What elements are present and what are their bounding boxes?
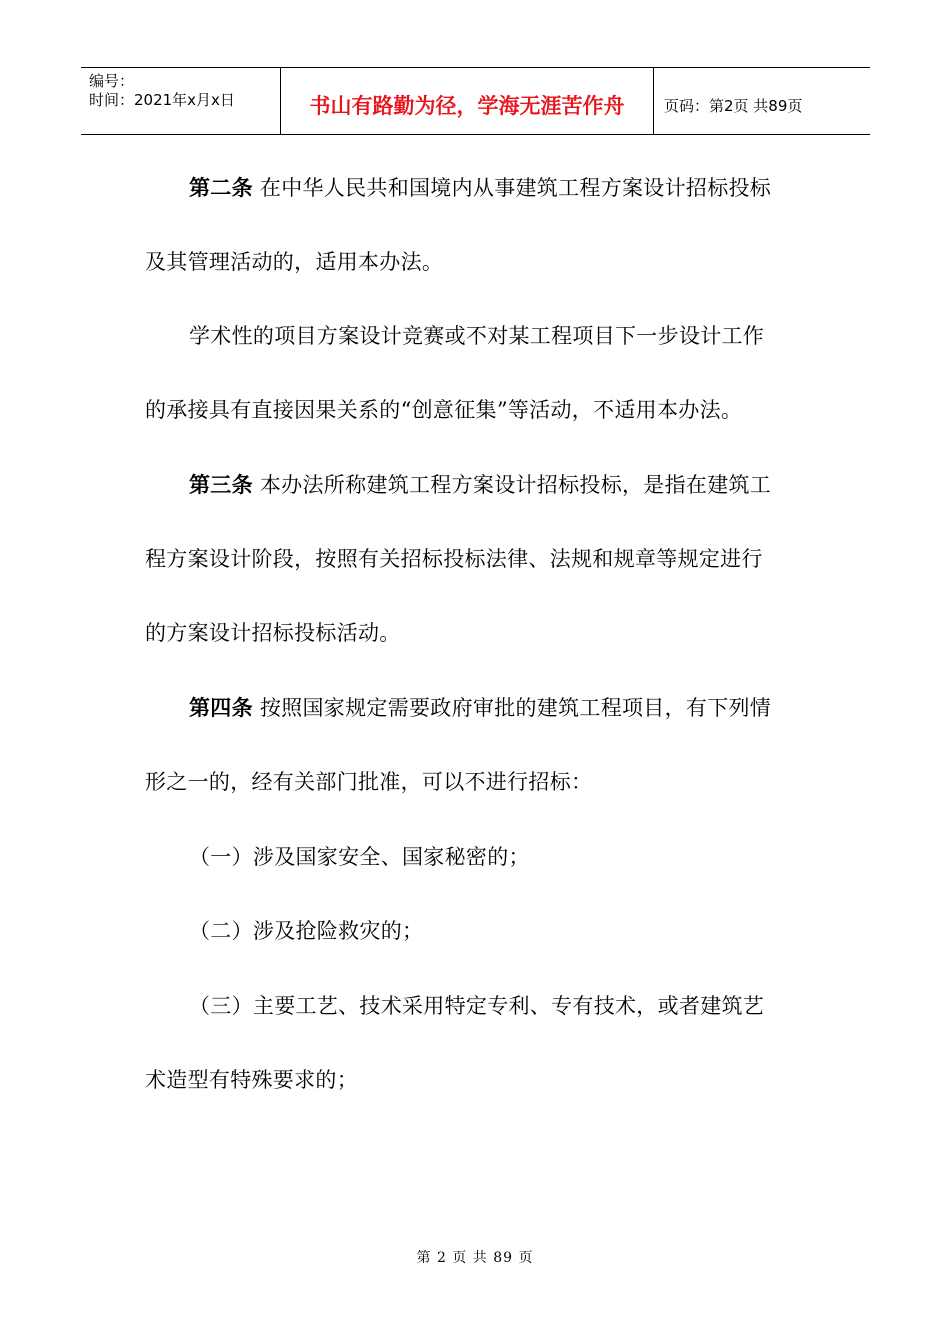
page-header xyxy=(81,67,870,135)
header-motto: 书山有路勤为径，学海无涯苦作舟 xyxy=(281,68,654,134)
list-item-3-line-1: （三）主要工艺、技术采用特定专利、专有技术，或者建筑艺 xyxy=(189,994,765,1018)
list-item-1: （一）涉及国家安全、国家秘密的； xyxy=(189,845,530,869)
header-page-code: 页码：第2页 共89页 xyxy=(664,96,803,115)
doc-date-label: 时间：2021年x月x日 xyxy=(89,91,235,109)
article-2-line-1 xyxy=(189,172,849,202)
article-4-text: 按照国家规定需要政府审批的建筑工程项目，有下列情 xyxy=(259,696,772,720)
article-3-line-1 xyxy=(189,469,849,499)
doc-number-label: 编号： xyxy=(89,72,135,90)
article-2-line-2: 及其管理活动的，适用本办法。 xyxy=(145,250,444,274)
article-3-text: 本办法所称建筑工程方案设计招标投标，是指在建筑工 xyxy=(259,473,772,497)
list-item-3-line-2: 术造型有特殊要求的； xyxy=(145,1068,358,1092)
article-4-heading: 第四条 xyxy=(189,695,253,720)
paragraph-2-line-2: 的承接具有直接因果关系的“创意征集”等活动，不适用本办法。 xyxy=(145,398,743,422)
list-item-2: （二）涉及抢险救灾的； xyxy=(189,919,424,943)
article-2-text: 在中华人民共和国境内从事建筑工程方案设计招标投标 xyxy=(259,176,772,200)
article-2-heading: 第二条 xyxy=(189,175,253,200)
article-4-line-1 xyxy=(189,692,849,722)
article-4-line-2: 形之一的，经有关部门批准，可以不进行招标： xyxy=(145,770,593,794)
page-footer: 第 2 页 共 89 页 xyxy=(416,1250,534,1266)
article-3-line-3: 的方案设计招标投标活动。 xyxy=(145,621,401,645)
article-3-line-2: 程方案设计阶段，按照有关招标投标法律、法规和规章等规定进行 xyxy=(145,547,763,571)
article-3-heading: 第三条 xyxy=(189,472,253,497)
paragraph-2-line-1: 学术性的项目方案设计竞赛或不对某工程项目下一步设计工作 xyxy=(189,324,765,348)
header-meta xyxy=(81,68,281,134)
